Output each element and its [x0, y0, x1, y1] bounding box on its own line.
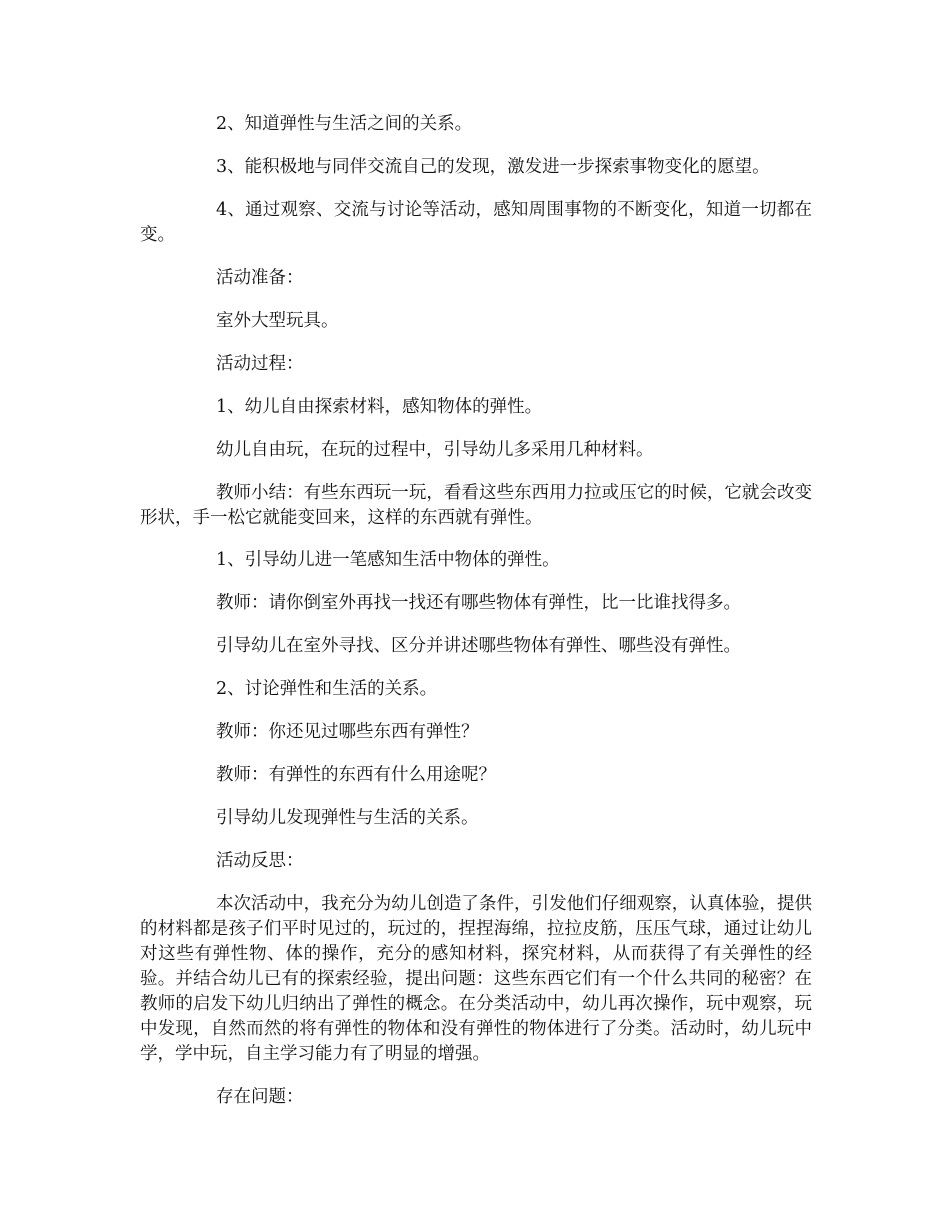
paragraph-teacher-outdoor: 教师：请你倒室外再找一找还有哪些物体有弹性，比一比谁找得多。: [216, 593, 741, 613]
paragraph-free-play: 幼儿自由玩，在玩的过程中，引导幼儿多采用几种材料。: [216, 440, 654, 460]
heading-activity-preparation: 活动准备：: [216, 268, 304, 288]
paragraph-teacher-question-1: 教师：你还见过哪些东西有弹性？: [216, 722, 479, 742]
paragraph-objective-2: 2、知道弹性与生活之间的关系。: [216, 114, 473, 134]
heading-activity-reflection: 活动反思：: [216, 851, 304, 871]
paragraph-guide-outdoor: 引导幼儿在室外寻找、区分并讲述哪些物体有弹性、哪些没有弹性。: [216, 636, 741, 656]
paragraph-process-step-2: 2、讨论弹性和生活的关系。: [216, 679, 438, 699]
paragraph-objective-4: 4、通过观察、交流与讨论等活动，感知周围事物的不断变化，知道一切都在变。: [140, 200, 812, 245]
paragraph-preparation: 室外大型玩具。: [216, 311, 339, 331]
paragraph-guide-discovery: 引导幼儿发现弹性与生活的关系。: [216, 808, 479, 828]
heading-existing-problems: 存在问题：: [216, 1087, 304, 1107]
paragraph-teacher-question-2: 教师：有弹性的东西有什么用途呢？: [216, 765, 496, 785]
paragraph-teacher-summary: 教师小结：有些东西玩一玩，看看这些东西用力拉或压它的时候，它就会改变形状，手一松它就能变回来，这样的东西就有弹性。: [140, 483, 812, 528]
paragraph-reflection: 本次活动中，我充分为幼儿创造了条件，引发他们仔细观察，认真体验，提供的材料都是孩子们平时见过的，玩过的，捏捏海绵，拉拉皮筋，压压气球，通过让幼儿对这些有弹性物、体的操作，充分的感知材料，探究材料，从而获得了有关弹性的经验。并结合幼儿已有的探索经验，提出问题：这些东西它们有一个什么共同的秘密？在教师的启发下幼儿归纳出了弹性的概念。在分类活动中，幼儿再次操作，玩中观察，玩中发现，自然而然的将有弹性的物体和没有弹性的物体进行了分类。活动时，幼儿玩中学，学中玩，自主学习能力有了明显的增强。: [140, 894, 812, 1064]
heading-activity-process: 活动过程：: [216, 354, 304, 374]
paragraph-process-step-1b: 1、引导幼儿进一笔感知生活中物体的弹性。: [216, 550, 560, 570]
paragraph-objective-3: 3、能积极地与同伴交流自己的发现，激发进一步探索事物变化的愿望。: [216, 157, 770, 177]
paragraph-process-step-1: 1、幼儿自由探索材料，感知物体的弹性。: [216, 397, 543, 417]
